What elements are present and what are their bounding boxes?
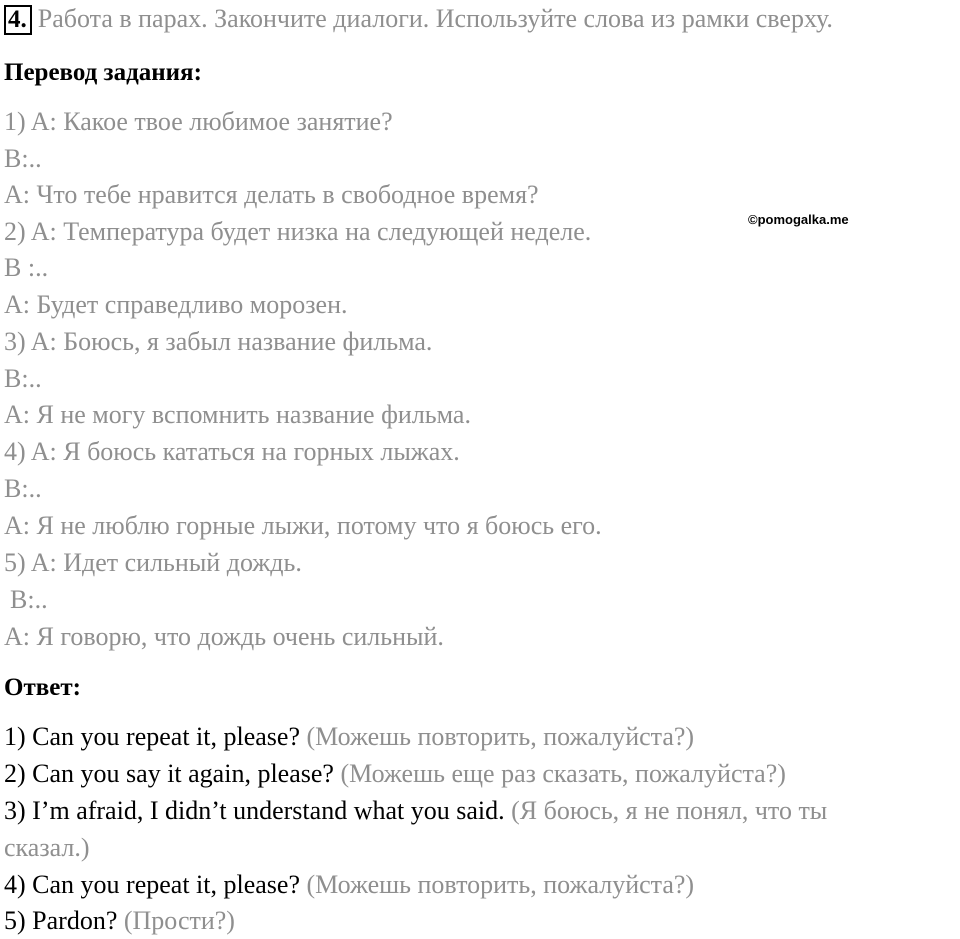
answer-russian: (Прости?) — [123, 906, 235, 935]
answer-english: 4) Can you repeat it, please? — [4, 870, 300, 899]
answer-english: 1) Can you repeat it, please? — [4, 722, 300, 751]
translation-line: B:.. — [4, 474, 42, 503]
translation-line: 5) A: Идет сильный дождь. — [4, 548, 302, 577]
task-number: 4. — [4, 5, 32, 35]
translation-line: A: Что тебе нравится делать в свободное время? — [4, 180, 539, 209]
translation-line: B:.. — [4, 144, 42, 173]
answer-english: 5) Pardon? — [4, 906, 118, 935]
answer-english: 3) I’m afraid, I didn’t understand what you said. — [4, 796, 505, 825]
translation-line: A: Будет справедливо морозен. — [4, 290, 348, 319]
translation-line: 3) A: Боюсь, я забыл название фильма. — [4, 327, 433, 356]
translation-line: B:.. — [10, 585, 48, 614]
answer-item — [4, 796, 827, 826]
translation-heading: Перевод задания: — [4, 59, 202, 86]
translation-line: 4) A: Я боюсь кататься на горных лыжах. — [4, 437, 460, 466]
translation-line: B:.. — [4, 364, 42, 393]
translation-line: 1) A: Какое твое любимое занятие? — [4, 107, 393, 136]
answer-russian-continuation: сказал.) — [4, 833, 90, 862]
answer-english: 2) Can you say it again, please? — [4, 759, 334, 788]
watermark: ©pomogalka.me — [748, 212, 849, 227]
answer-heading: Ответ: — [4, 674, 81, 701]
answer-russian: (Можешь еще раз сказать, пожалуйста?) — [340, 759, 786, 788]
answer-item — [4, 722, 694, 752]
task-header — [4, 4, 833, 35]
translation-line: A: Я не могу вспомнить название фильма. — [4, 400, 471, 429]
answer-item — [4, 906, 235, 936]
task-instruction: Работа в парах. Закончите диалоги. Используйте слова из рамки сверху. — [37, 4, 833, 33]
translation-line: B :.. — [4, 253, 49, 282]
answer-item — [4, 870, 694, 900]
answer-item — [4, 759, 786, 789]
translation-line: A: Я не люблю горные лыжи, потому что я боюсь его. — [4, 511, 602, 540]
answer-russian: (Можешь повторить, пожалуйста?) — [306, 870, 695, 899]
translation-line: 2) A: Температура будет низка на следующей неделе. — [4, 217, 592, 246]
answer-russian: (Я боюсь, я не понял, что ты — [511, 796, 828, 825]
answer-russian: (Можешь повторить, пожалуйста?) — [306, 722, 695, 751]
translation-line: A: Я говорю, что дождь очень сильный. — [4, 622, 444, 651]
